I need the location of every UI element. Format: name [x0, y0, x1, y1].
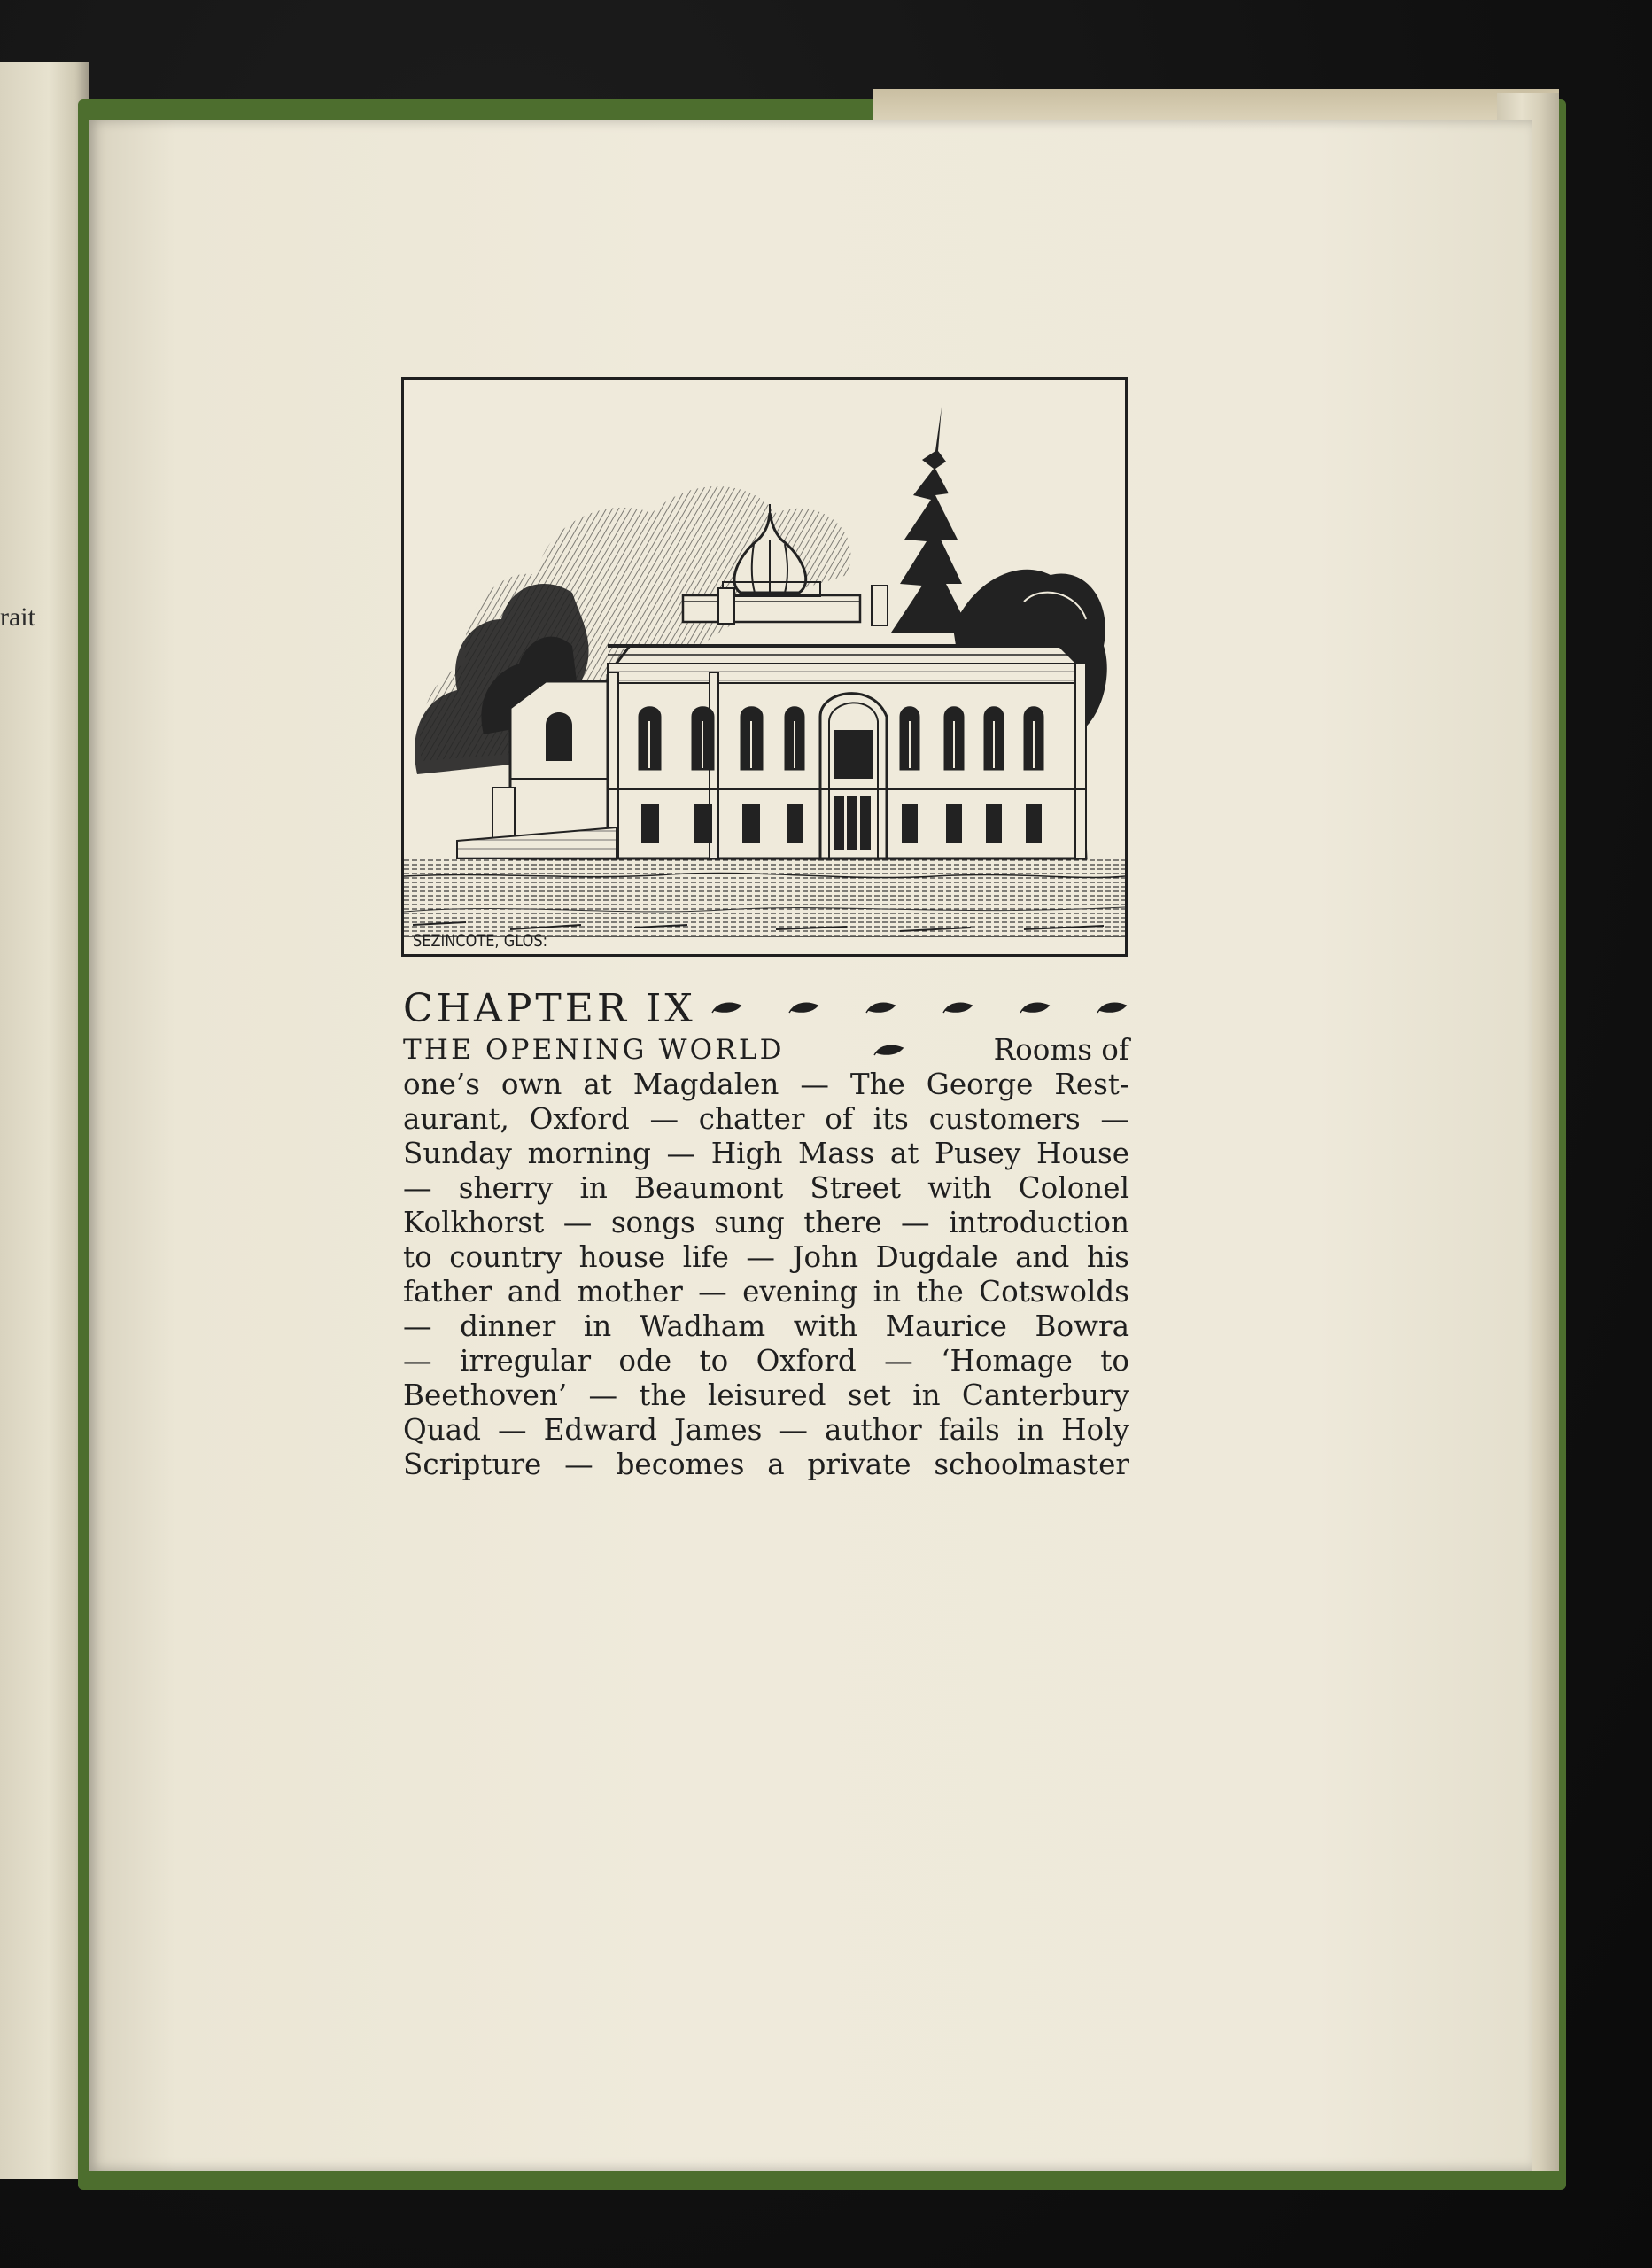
chapter-subtitle: THE OPENING WORLD — [403, 1034, 785, 1066]
chapter-text-block — [403, 983, 1129, 1482]
synopsis-line: Sunday morning — High Mass at Pusey House — [403, 1137, 1129, 1170]
synopsis-line — [403, 1033, 1129, 1068]
synopsis-line: Kolkhorst — songs sung there — introduction — [403, 1206, 1129, 1239]
chapter-heading: CHAPTER IX — [403, 985, 696, 1031]
synopsis-line: Beethoven’ — the leisured set in Canterbury — [403, 1379, 1129, 1412]
synopsis-text: Rooms of — [993, 1033, 1129, 1067]
leaf-ornament-icon — [1020, 1001, 1051, 1015]
synopsis-line: — dinner in Wadham with Maurice Bowra — [403, 1309, 1129, 1343]
synopsis-line: to country house life — John Dugdale and his — [403, 1240, 1129, 1274]
synopsis-line: Quad — Edward James — author fails in Holy — [403, 1413, 1129, 1447]
synopsis-line: Scripture — becomes a private schoolmaster — [403, 1448, 1129, 1481]
synopsis-line: father and mother — evening in the Cotswolds — [403, 1275, 1129, 1309]
leaf-ornaments — [712, 1001, 1129, 1015]
leaf-ornament-icon — [874, 1044, 904, 1058]
previous-page-text: rait — [0, 602, 35, 632]
illustration-caption: SEZINCOTE, GLOS: — [413, 931, 548, 951]
illustration-plate — [401, 377, 1128, 957]
previous-page-edge — [0, 62, 89, 2179]
chapter-heading-line — [403, 983, 1129, 1033]
leaf-ornament-icon — [943, 1001, 973, 1015]
leaf-ornament-icon — [789, 1001, 819, 1015]
page-stack-top — [873, 89, 1559, 124]
synopsis-line: one’s own at Magdalen — The George Rest- — [403, 1068, 1129, 1101]
synopsis-line: — sherry in Beaumont Street with Colonel — [403, 1171, 1129, 1205]
synopsis-line: aurant, Oxford — chatter of its customers — — [403, 1102, 1129, 1136]
leaf-ornament-icon — [866, 1001, 896, 1015]
sezincote-drawing — [404, 380, 1125, 954]
leaf-ornament-icon — [1097, 1001, 1128, 1015]
synopsis-line: — irregular ode to Oxford — ‘Homage to — [403, 1344, 1129, 1378]
chapter-synopsis — [403, 1033, 1129, 1482]
leaf-ornament-icon — [712, 1001, 742, 1015]
